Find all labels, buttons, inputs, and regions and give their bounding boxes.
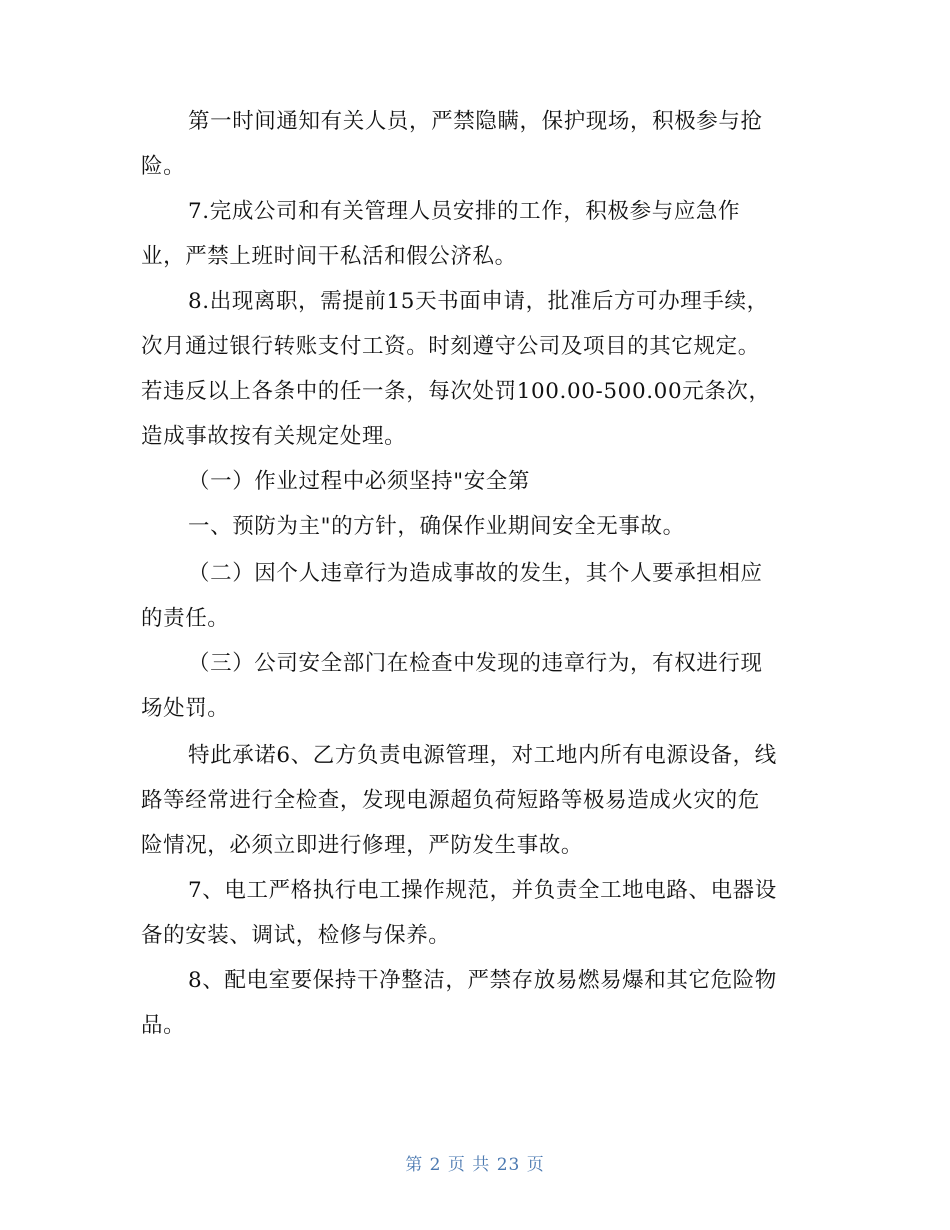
text-line: 若违反以上各条中的任一条，每次处罚100.00-500.00元条次， (141, 379, 771, 404)
page-number-footer: 第 2 页 共 23 页 (405, 1155, 545, 1175)
text-line: 备的安装、调试，检修与保养。 (141, 923, 451, 948)
text-line: 的责任。 (141, 606, 230, 631)
text-line: 路等经常进行全检查，发现电源超负荷短路等极易造成火灾的危 (141, 788, 760, 813)
text-line: 险情况，必须立即进行修理，严防发生事故。 (141, 833, 584, 858)
text-line: 险。 (141, 154, 186, 179)
text-line: 7.完成公司和有关管理人员安排的工作，积极参与应急作 (188, 199, 741, 224)
text-line: 8.出现离职，需提前15天书面申请，批准后方可办理手续， (188, 289, 769, 314)
text-line: 业，严禁上班时间干私活和假公济私。 (141, 244, 517, 269)
text-line: 品。 (141, 1013, 186, 1038)
text-line: 8、配电室要保持干净整洁，严禁存放易燃易爆和其它危险物 (188, 968, 777, 993)
text-line: 特此承诺6、乙方负责电源管理，对工地内所有电源设备，线 (188, 743, 777, 768)
text-line: 次月通过银行转账支付工资。时刻遵守公司及项目的其它规定。 (141, 334, 760, 359)
text-line: 一、预防为主"的方针，确保作业期间安全无事故。 (188, 514, 685, 539)
text-line: （二）因个人违章行为造成事故的发生，其个人要承担相应 (188, 561, 763, 586)
text-line: 造成事故按有关规定处理。 (141, 424, 407, 449)
text-line: 第一时间通知有关人员，严禁隐瞒，保护现场，积极参与抢 (188, 109, 763, 134)
text-line: 场处罚。 (141, 696, 230, 721)
text-line: （三）公司安全部门在检查中发现的违章行为，有权进行现 (188, 651, 763, 676)
text-line: （一）作业过程中必须坚持"安全第 (188, 469, 530, 494)
text-line: 7、电工严格执行电工操作规范，并负责全工地电路、电器设 (188, 878, 777, 903)
